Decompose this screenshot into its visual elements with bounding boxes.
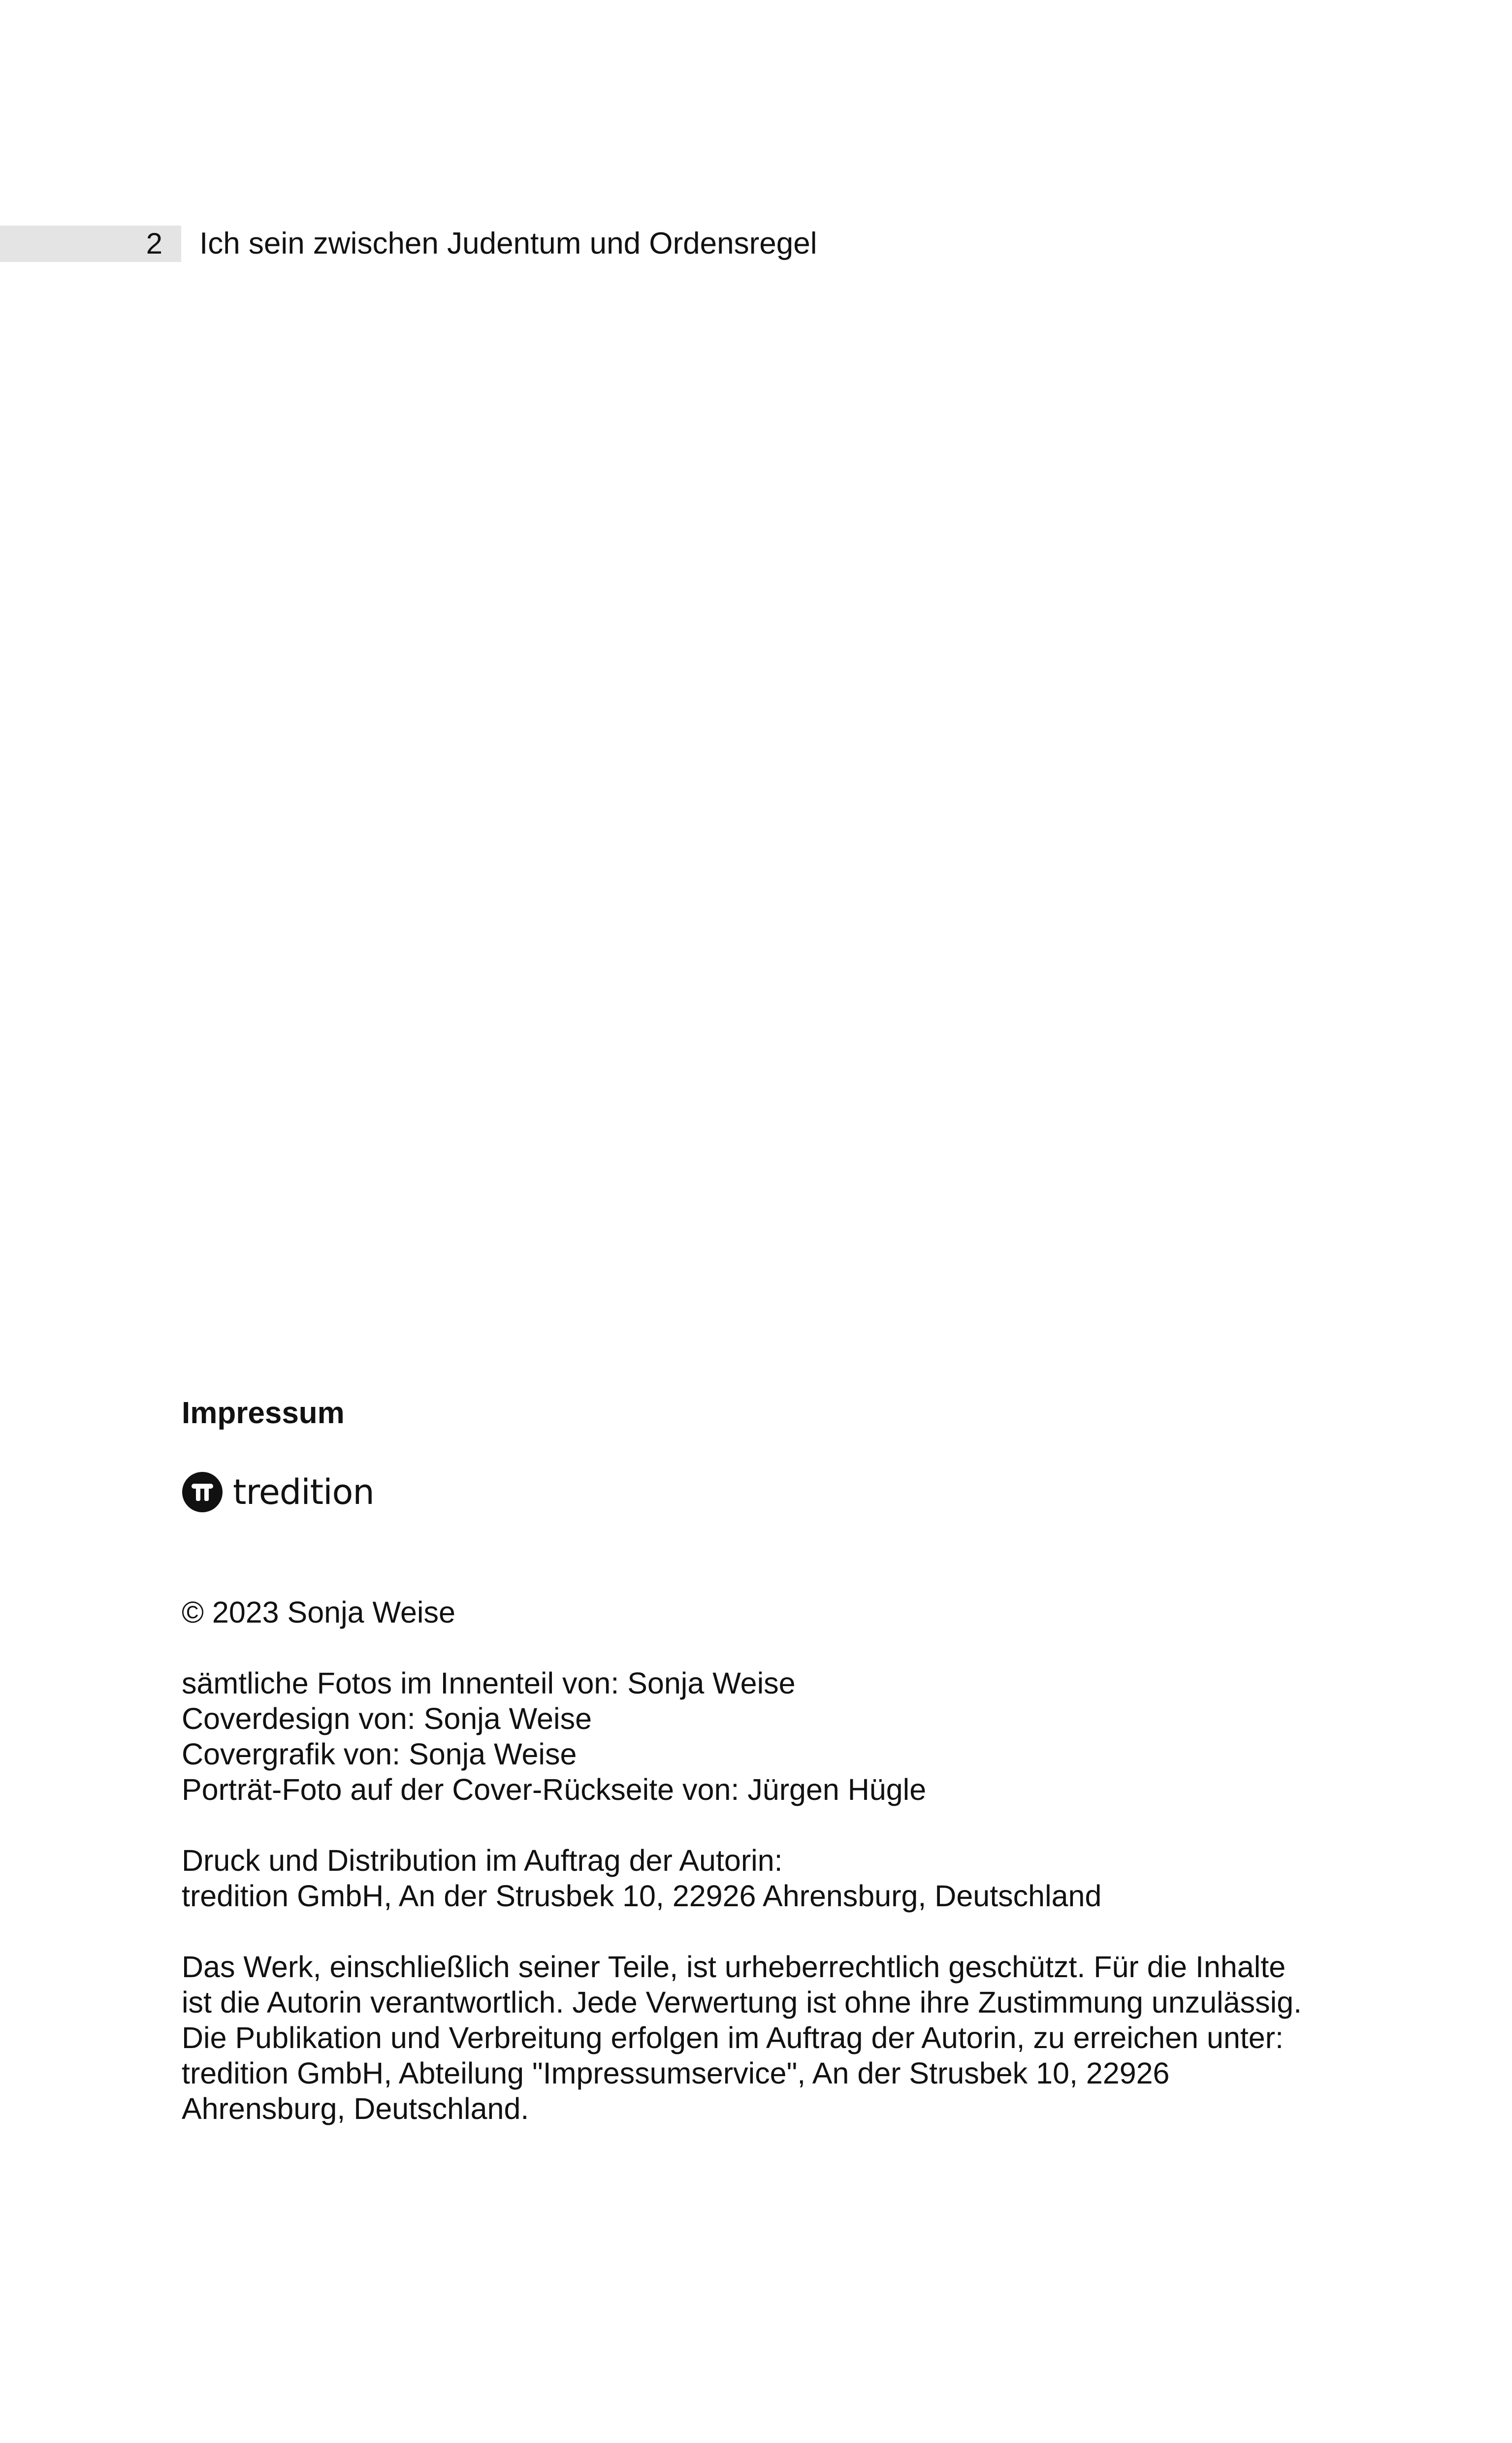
credits-block xyxy=(182,1665,1363,1807)
running-title: Ich sein zwischen Judentum und Ordensregel xyxy=(199,227,817,261)
publisher-logo xyxy=(182,1467,1363,1517)
logo-wordmark: tredition xyxy=(233,1472,374,1512)
legal-line: Das Werk, einschließlich seiner Teile, ist urheberrechtlich geschützt. Für die Inhalte xyxy=(182,1950,1286,1984)
legal-notice xyxy=(182,1949,1363,2126)
legal-line: Die Publikation und Verbreitung erfolgen im Auftrag der Autorin, zu erreichen unter: xyxy=(182,2021,1284,2054)
credit-line: sämtliche Fotos im Innenteil von: Sonja Weise xyxy=(182,1666,796,1700)
legal-line: tredition GmbH, Abteilung "Impressumservice", An der Strusbek 10, 22926 xyxy=(182,2056,1170,2090)
print-line: Druck und Distribution im Auftrag der Autorin: xyxy=(182,1844,783,1877)
legal-line: ist die Autorin verantwortlich. Jede Verwertung ist ohne ihre Zustimmung unzulässig. xyxy=(182,1986,1302,2019)
imprint-heading: Impressum xyxy=(182,1396,345,1430)
imprint-section xyxy=(182,1394,1363,2126)
credit-line: Porträt-Foto auf der Cover-Rückseite von: Jürgen Hügle xyxy=(182,1773,927,1806)
credit-line: Covergrafik von: Sonja Weise xyxy=(182,1737,577,1771)
credit-line: Coverdesign von: Sonja Weise xyxy=(182,1702,592,1735)
page-number: 2 xyxy=(146,227,162,260)
tredition-logo-icon xyxy=(182,1471,223,1513)
print-distribution-block xyxy=(182,1843,1363,1914)
copyright-line: © 2023 Sonja Weise xyxy=(182,1596,455,1629)
print-line: tredition GmbH, An der Strusbek 10, 22926 Ahrensburg, Deutschland xyxy=(182,1879,1102,1913)
legal-line: Ahrensburg, Deutschland. xyxy=(182,2092,529,2125)
